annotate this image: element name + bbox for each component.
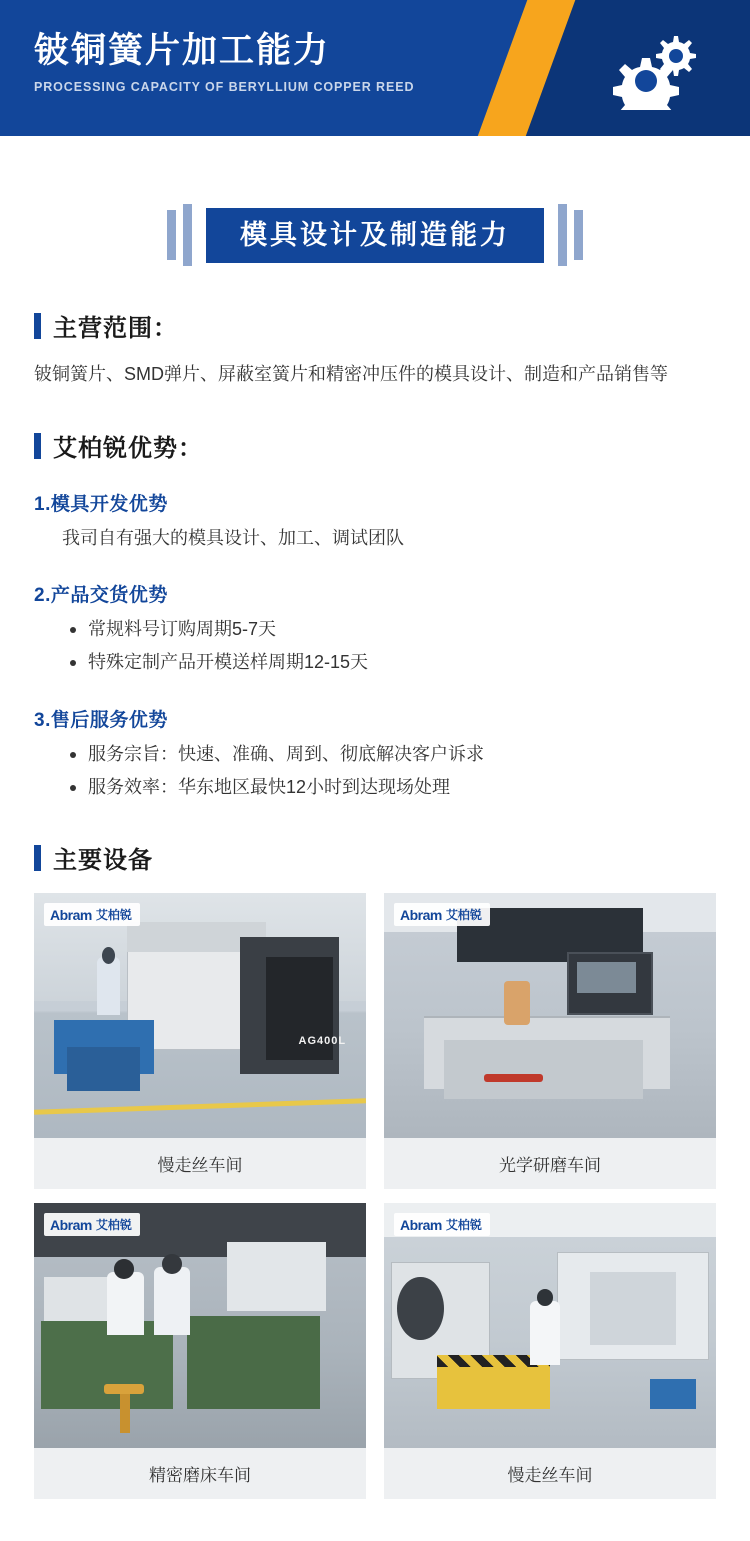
equipment-heading: 主要设备 [53,847,153,874]
banner-bar [558,204,567,266]
advantage-number: 3. [34,710,51,731]
advantage-item-title [34,489,750,516]
scope-body: 铍铜簧片、SMD弹片、屏蔽室簧片和精密冲压件的模具设计、制造和产品销售等 [34,364,668,384]
brand-logo [44,1213,140,1236]
advantage-number: 1. [34,494,51,515]
list-item: 服务宗旨：快速、准确、周到、彻底解决客户诉求 [70,738,716,771]
logo-cn: 艾柏锐 [95,1218,132,1232]
header-title-en: PROCESSING CAPACITY OF BERYLLIUM COPPER REED [34,80,415,94]
banner-bar [167,210,176,260]
logo-cn: 艾柏锐 [95,908,132,922]
logo-mark: Abram [50,906,92,923]
equipment-caption: 光学研磨车间 [384,1138,716,1189]
advantage-title: 售后服务优势 [50,710,168,731]
advantage-title: 模具开发优势 [50,494,168,515]
equipment-grid [34,893,716,1499]
advantages-heading: 艾柏锐优势： [53,435,203,462]
heading-accent-bar [34,313,41,339]
equipment-caption: 慢走丝车间 [384,1448,716,1499]
logo-mark: Abram [400,906,442,923]
heading-accent-bar [34,433,41,459]
workshop-photo-precision-grinder [34,1203,366,1448]
advantage-item-title [34,705,750,732]
workshop-photo-slow-wire-edm-2 [384,1203,716,1448]
advantage-bullet-list [70,613,716,679]
advantage-bullet-list [70,738,716,804]
equipment-photo [384,893,716,1138]
banner-bars-left [167,204,192,266]
heading-accent-bar [34,845,41,871]
gears-icon [612,30,702,110]
scope-heading-row [34,308,750,343]
banner-bar [183,204,192,266]
equipment-card [34,1203,366,1499]
brand-logo [394,1213,490,1236]
advantage-number: 2. [34,585,51,606]
workshop-photo-slow-wire-edm [34,893,366,1138]
machine-label: AG400L [298,1035,347,1048]
brand-logo [394,903,490,926]
banner-bar [574,210,583,260]
brand-logo [44,903,140,926]
section-banner [0,198,750,272]
header-title-cn: 铍铜簧片加工能力 [34,31,331,70]
logo-cn: 艾柏锐 [445,908,482,922]
equipment-card [384,1203,716,1499]
equipment-photo [34,893,366,1138]
equipment-card [384,893,716,1189]
equipment-heading-row [34,840,750,875]
advantages-heading-row [34,428,750,463]
logo-mark: Abram [400,1216,442,1233]
advantage-line: 我司自有强大的模具设计、加工、调试团队 [62,528,404,548]
equipment-caption: 精密磨床车间 [34,1448,366,1499]
equipment-photo [384,1203,716,1448]
equipment-caption: 慢走丝车间 [34,1138,366,1189]
logo-cn: 艾柏锐 [445,1218,482,1232]
logo-mark: Abram [50,1216,92,1233]
page-header [0,0,750,136]
banner-bars-right [558,204,583,266]
advantage-title: 产品交货优势 [50,585,168,606]
list-item: 服务效率：华东地区最快12小时到达现场处理 [70,771,716,804]
equipment-card [34,893,366,1189]
list-item: 常规料号订购周期5-7天 [70,613,716,646]
workshop-photo-optical-grinding [384,893,716,1138]
banner-title: 模具设计及制造能力 [206,208,544,263]
header-text-block [34,28,414,94]
equipment-photo [34,1203,366,1448]
scope-heading: 主营范围： [53,315,178,342]
list-item: 特殊定制产品开模送样周期12-15天 [70,646,716,679]
advantage-item-title [34,580,750,607]
